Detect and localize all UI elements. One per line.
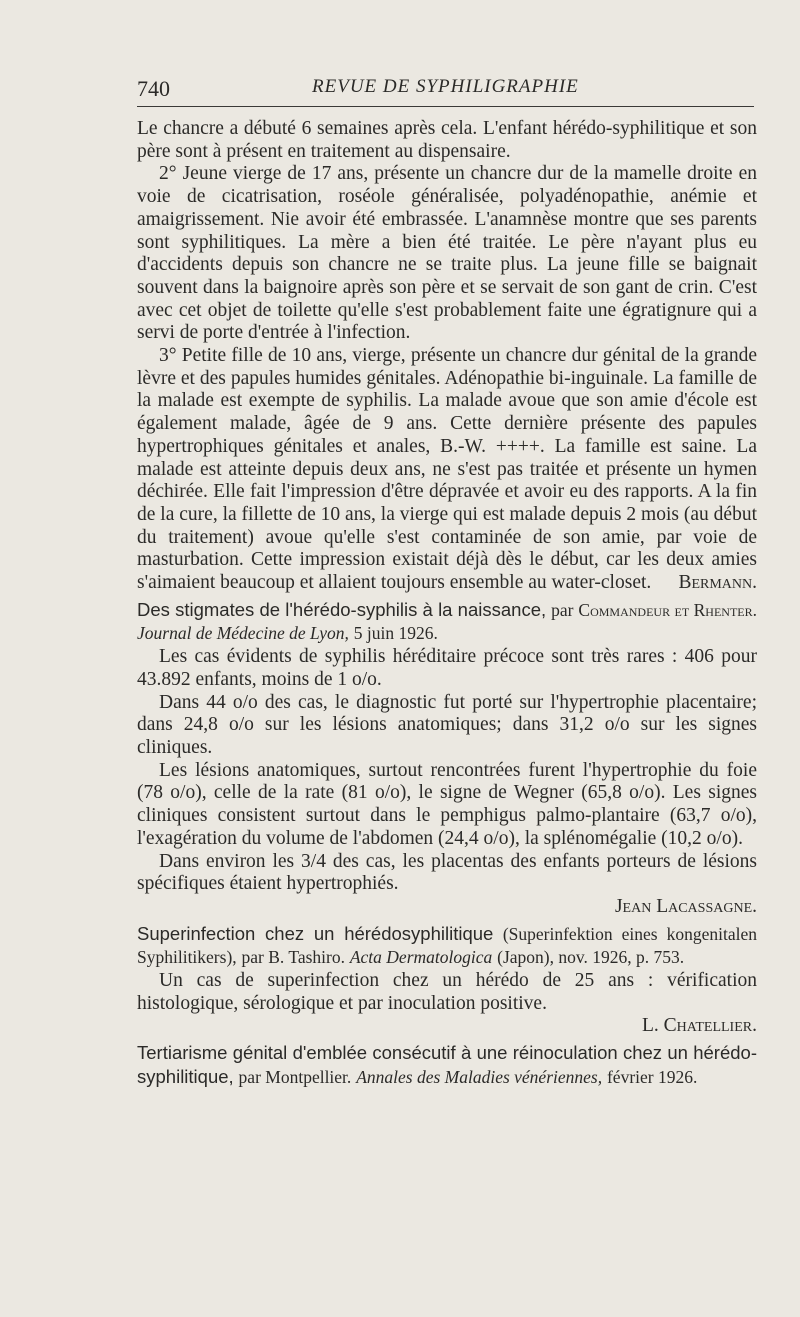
publication-date: 5 juin 1926. bbox=[353, 623, 438, 644]
original-title: (Superinfektion eines kongenitalen Syphilitikers), bbox=[137, 923, 757, 968]
article-heading: Des stigmates de l'hérédo-syphilis à la naissance, par Commandeur et Rhenter. Journal de Médecine de Lyon, 5 juin 1926. bbox=[137, 598, 757, 644]
header-rule bbox=[137, 106, 754, 107]
paragraph: Un cas de superinfection chez un hérédo de 25 ans : vérification histologique, sérologique et par inoculation positive. bbox=[137, 970, 757, 1014]
publication-date: février 1926. bbox=[606, 1066, 698, 1087]
journal-title: REVUE DE SYPHILIGRAPHIE bbox=[312, 76, 579, 97]
article-authors: Commandeur et Rhenter. bbox=[578, 599, 757, 620]
article-authors: par Montpellier. bbox=[238, 1066, 352, 1087]
paragraph: Les cas évidents de syphilis héréditaire précoce sont très rares : 406 pour 43.892 enfants, moins de 1 o/o. bbox=[137, 646, 757, 690]
paragraph: Le chancre a débuté 6 semaines après cela. L'enfant hérédo-syphilitique et son père sont à présent en traitement au dispensaire. bbox=[137, 118, 757, 162]
journal-name: Annales des Maladies vénériennes, bbox=[356, 1066, 603, 1087]
page-body bbox=[137, 118, 757, 1090]
article-title: Superinfection chez un hérédosyphilitique bbox=[137, 922, 494, 944]
running-header bbox=[137, 72, 754, 106]
article-heading bbox=[137, 923, 757, 970]
paragraph: Dans 44 o/o des cas, le diagnostic fut porté sur l'hypertrophie placentaire; dans 24,8 o/o sur les lésions anatomiques; dans 31,2 o/o sur les signes cliniques. bbox=[137, 691, 757, 758]
author-signature: Bermann. bbox=[678, 572, 757, 594]
journal-name: Journal de Médecine de Lyon, bbox=[137, 623, 349, 644]
article-title: Tertiarisme génital d'emblée consécutif à une réinoculation chez un hérédo-syphilitique, bbox=[137, 1042, 757, 1087]
paragraph bbox=[137, 345, 757, 595]
article-heading bbox=[137, 1042, 757, 1089]
paragraph: 2° Jeune vierge de 17 ans, présente un chancre dur de la mamelle droite en voie de cicatrisation, roséole généralisée, polyadénopathie, anémie et amaigrissement. Nie avoir été embrassée. L'anamnèse montre que ses parents sont syphilitiques. La mère a bien été traitée. Le père n'ayant plus eu d'accidents depuis son chancre ne se traite plus. La jeune fille se baignait souvent dans la baignoire après son père et se servait de son gant de crin. C'est avec cet objet de toilette qu'elle s'est probablement faite une égratignure qui a servi de porte d'entrée à l'infection. bbox=[137, 163, 757, 344]
author-signature: L. Chatellier. bbox=[642, 1015, 757, 1037]
journal-name: Acta Dermatologica bbox=[349, 947, 493, 968]
article-authors: par B. Tashiro. bbox=[241, 947, 345, 968]
article-title: Des stigmates de l'hérédo-syphilis à la naissance, bbox=[137, 598, 547, 620]
publication-date: (Japon), nov. 1926, p. 753. bbox=[497, 947, 685, 968]
paragraph-text: 3° Petite fille de 10 ans, vierge, présente un chancre dur génital de la grande lèvre et des papules humides génitales. Adénopathie bi-inguinale. La famille de la malade est exempte de syphilis. La malade avoue que son amie d'école est également malade, âgée de 9 ans. Cette dernière présente des papules hypertrophiques génitales et anales, B.-W. ++++. La famille est saine. La malade est atteinte depuis deux ans, ne s'est pas traitée et présente un hymen déchirée. Elle fait l'impression d'être dépravée et avoir eu des rapports. A la fin de la cure, la fillette de 10 ans, la vierge qui est malade depuis 2 mois (au début du traitement) avoue qu'elle s'est contaminée de son amie, par voie de masturbation. Cette impression existait déjà dès le début, car les deux amies s'aimaient beaucoup et allaient toujours ensemble au water-closet. bbox=[137, 345, 757, 594]
page-number: 740 bbox=[137, 76, 170, 101]
paragraph: Dans environ les 3/4 des cas, les placentas des enfants porteurs de lésions spécifiques étaient hypertrophiés. bbox=[137, 850, 757, 895]
paragraph: Les lésions anatomiques, surtout rencontrées furent l'hypertrophie du foie (78 o/o), celle de la rate (81 o/o), le signe de Wegner (65,8 o/o). Les signes cliniques consistent surtout dans le pemphigus palmo-plantaire (63,7 o/o), l'exagération du volume de l'abdomen (24,4 o/o), la splénomégalie (10,2 o/o). bbox=[137, 759, 757, 849]
author-signature: Jean Lacassagne. bbox=[614, 895, 757, 917]
